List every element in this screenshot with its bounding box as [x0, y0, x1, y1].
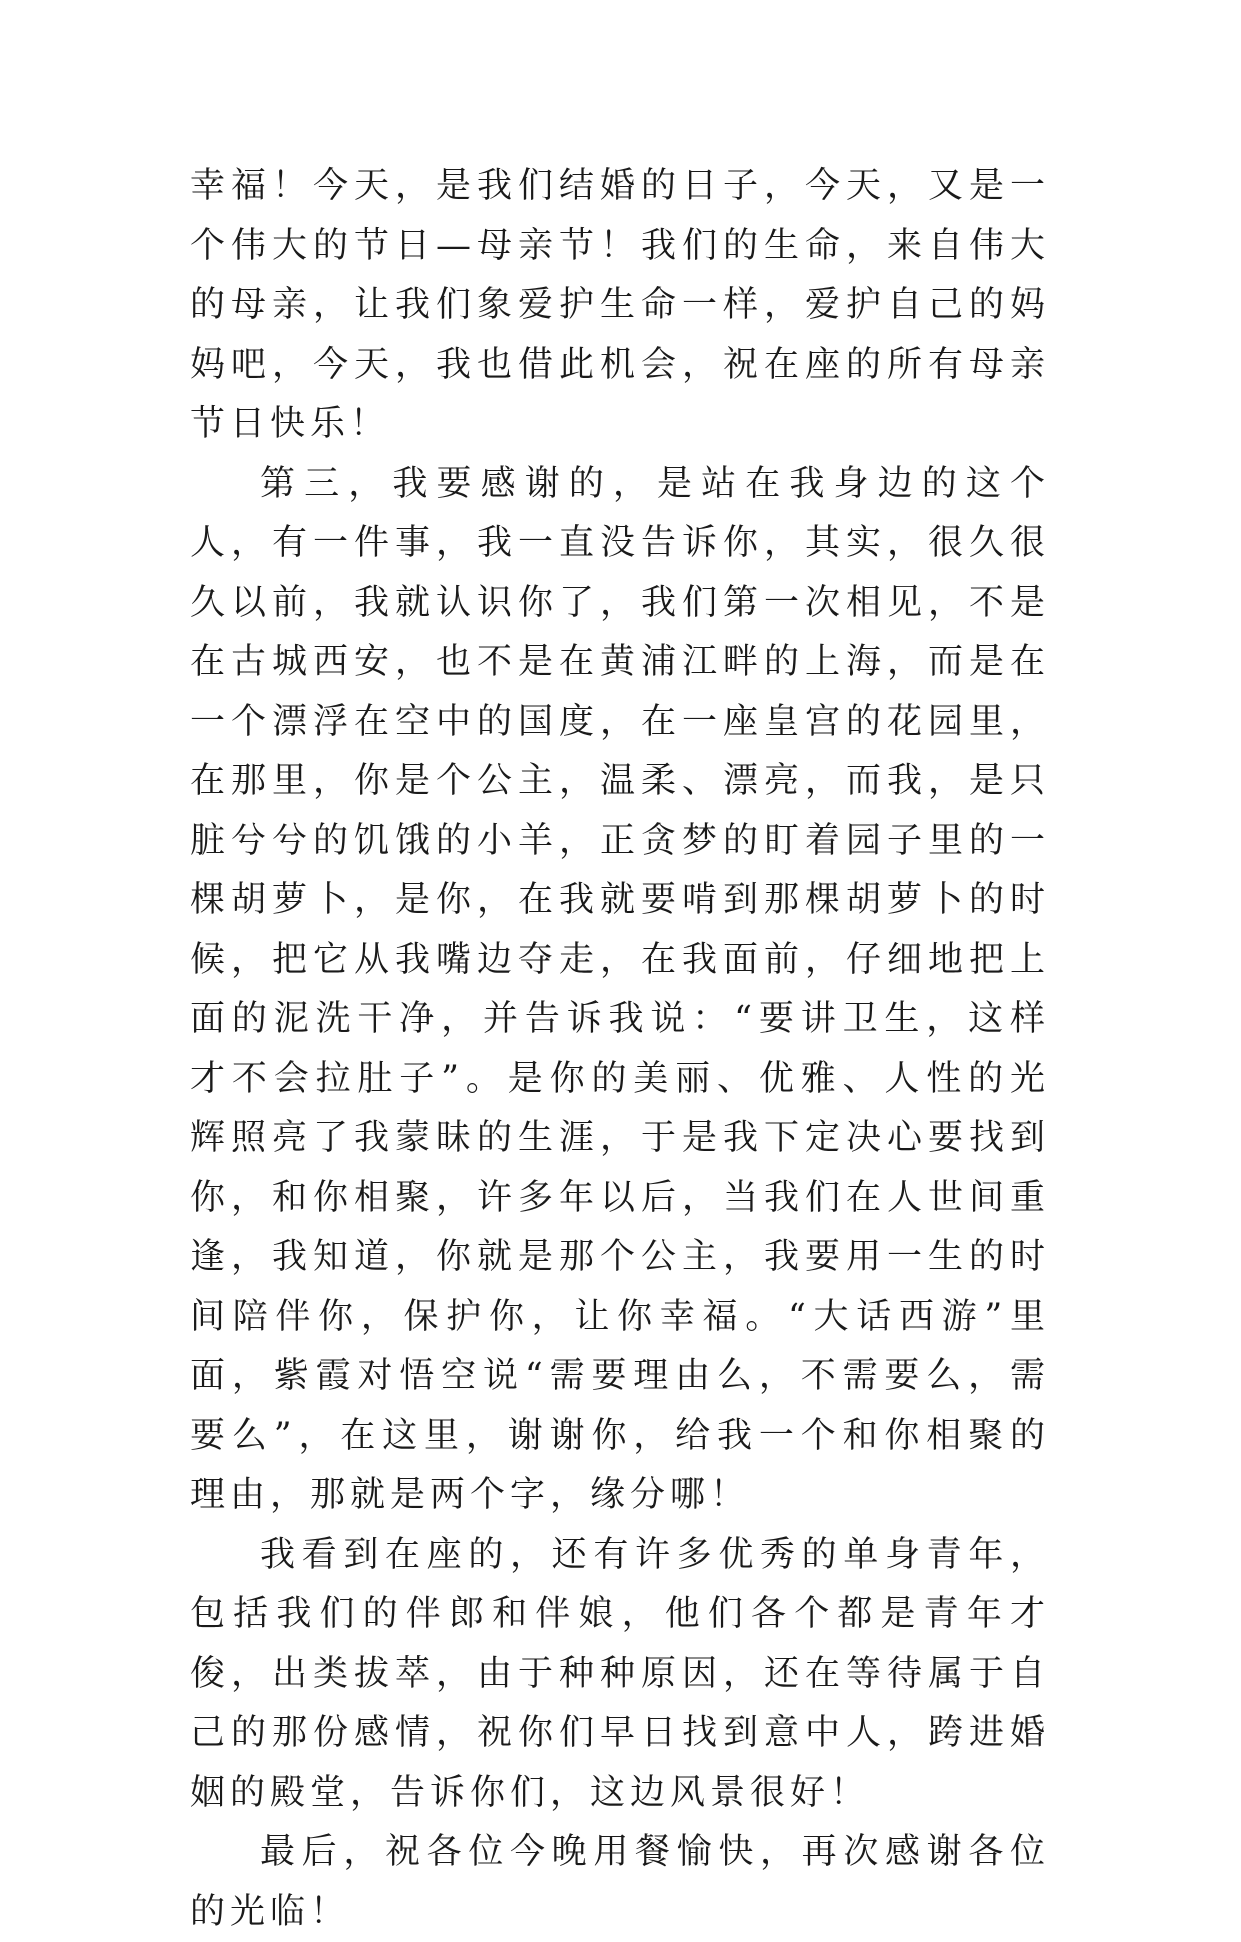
paragraph-mothers-day: 幸福！今天，是我们结婚的日子，今天，又是一个伟大的节日—母亲节！我们的生命，来自伟大的母亲，让我们象爱护生命一样，爱护自己的妈妈吧，今天，我也借此机会，祝在座的所有母亲节日快乐！: [190, 166, 1050, 444]
paragraph-thanks-spouse: 第三，我要感谢的，是站在我身边的这个人，有一件事，我一直没告诉你，其实，很久很久以前，我就认识你了，我们第一次相见，不是在古城西安，也不是在黄浦江畔的上海，而是在一个漂浮在空中的国度，在一座皇宫的花园里，在那里，你是个公主，温柔、漂亮，而我，是只脏兮兮的饥饿的小羊，正贪梦的盯着园子里的一棵胡萝卜，是你，在我就要啃到那棵胡萝卜的时候，把它从我嘴边夺走，在我面前，仔细地把上面的泥洗干净，并告诉我说：“要讲卫生，这样才不会拉肚子”。是你的美丽、优雅、人性的光辉照亮了我蒙昧的生涯，于是我下定决心要找到你，和你相聚，许多年以后，当我们在人世间重逢，我知道，你就是那个公主，我要用一生的时间陪伴你，保护你，让你幸福。“大话西游”里面，紫霞对悟空说“需要理由么，不需要么，需要么”，在这里，谢谢你，给我一个和你相聚的理由，那就是两个字，缘分哪！: [190, 463, 1050, 1515]
document-body: [190, 157, 1050, 1942]
paragraph-closing: 最后，祝各位今晚用餐愉快，再次感谢各位的光临！: [190, 1832, 1050, 1932]
paragraph-singles: 我看到在座的，还有许多优秀的单身青年，包括我们的伴郎和伴娘，他们各个都是青年才俊，出类拔萃，由于种种原因，还在等待属于自己的那份感情，祝你们早日找到意中人，跨进婚姻的殿堂，告诉你们，这边风景很好！: [190, 1534, 1050, 1813]
